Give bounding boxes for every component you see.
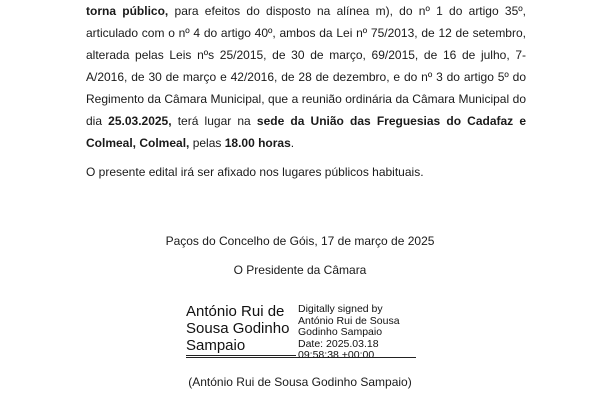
digital-signature-details [298,304,428,362]
notice-text-part-1: para efeitos do disposto na alínea m), do nº 1 do artigo 35º, articulado com o nº 4 do artigo 40º, ambos da Lei nº 75/2013, de 12 de setembro, alterada pelas Leis nºs 25/2015, de 30 de março, 69/2015, de 16 de julho, 7-A/2016, de 30 de março e 42/2016, de 28 de dezembro, e do nº 3 do artigo 5º do Regimento da Câmara Municipal, que a reunião ordinária da Câmara Municipal do dia [86,4,526,128]
notice-text-part-4: . [290,136,295,150]
signature-detail-line: 09:58:38 +00:00 [298,349,375,361]
public-notice-lead: torna público, [86,4,169,18]
meeting-date: 25.03.2025, [108,114,172,128]
place-and-date: Paços do Concelho de Góis, 17 de março de 2025 [165,234,435,248]
signatory-name: (António Rui de Sousa Godinho Sampaio) [188,375,412,389]
signature-name: António Rui de Sousa Godinho Sampaio [186,303,296,356]
meeting-place: sede da União das Freguesias do Cadafaz e Colmeal, Colmeal, [86,114,527,150]
signature-detail-line: Date: 2025.03.18 [298,337,379,350]
signature-line [186,357,416,358]
president-title: O Presidente da Câmara [233,263,367,277]
notice-paragraph [86,0,526,154]
signature-detail-line: Digitally signed by [298,303,383,315]
meeting-time: 18.00 horas [224,136,291,150]
notice-text-part-3: pelas [189,136,225,150]
signature-detail-line: António Rui de Sousa [298,314,400,327]
signature-detail-line: Godinho Sampaio [298,326,383,338]
notice-text-part-2: terá lugar na [171,114,257,128]
posting-note-paragraph: O presente edital irá ser afixado nos lugares públicos habituais. [86,165,424,179]
